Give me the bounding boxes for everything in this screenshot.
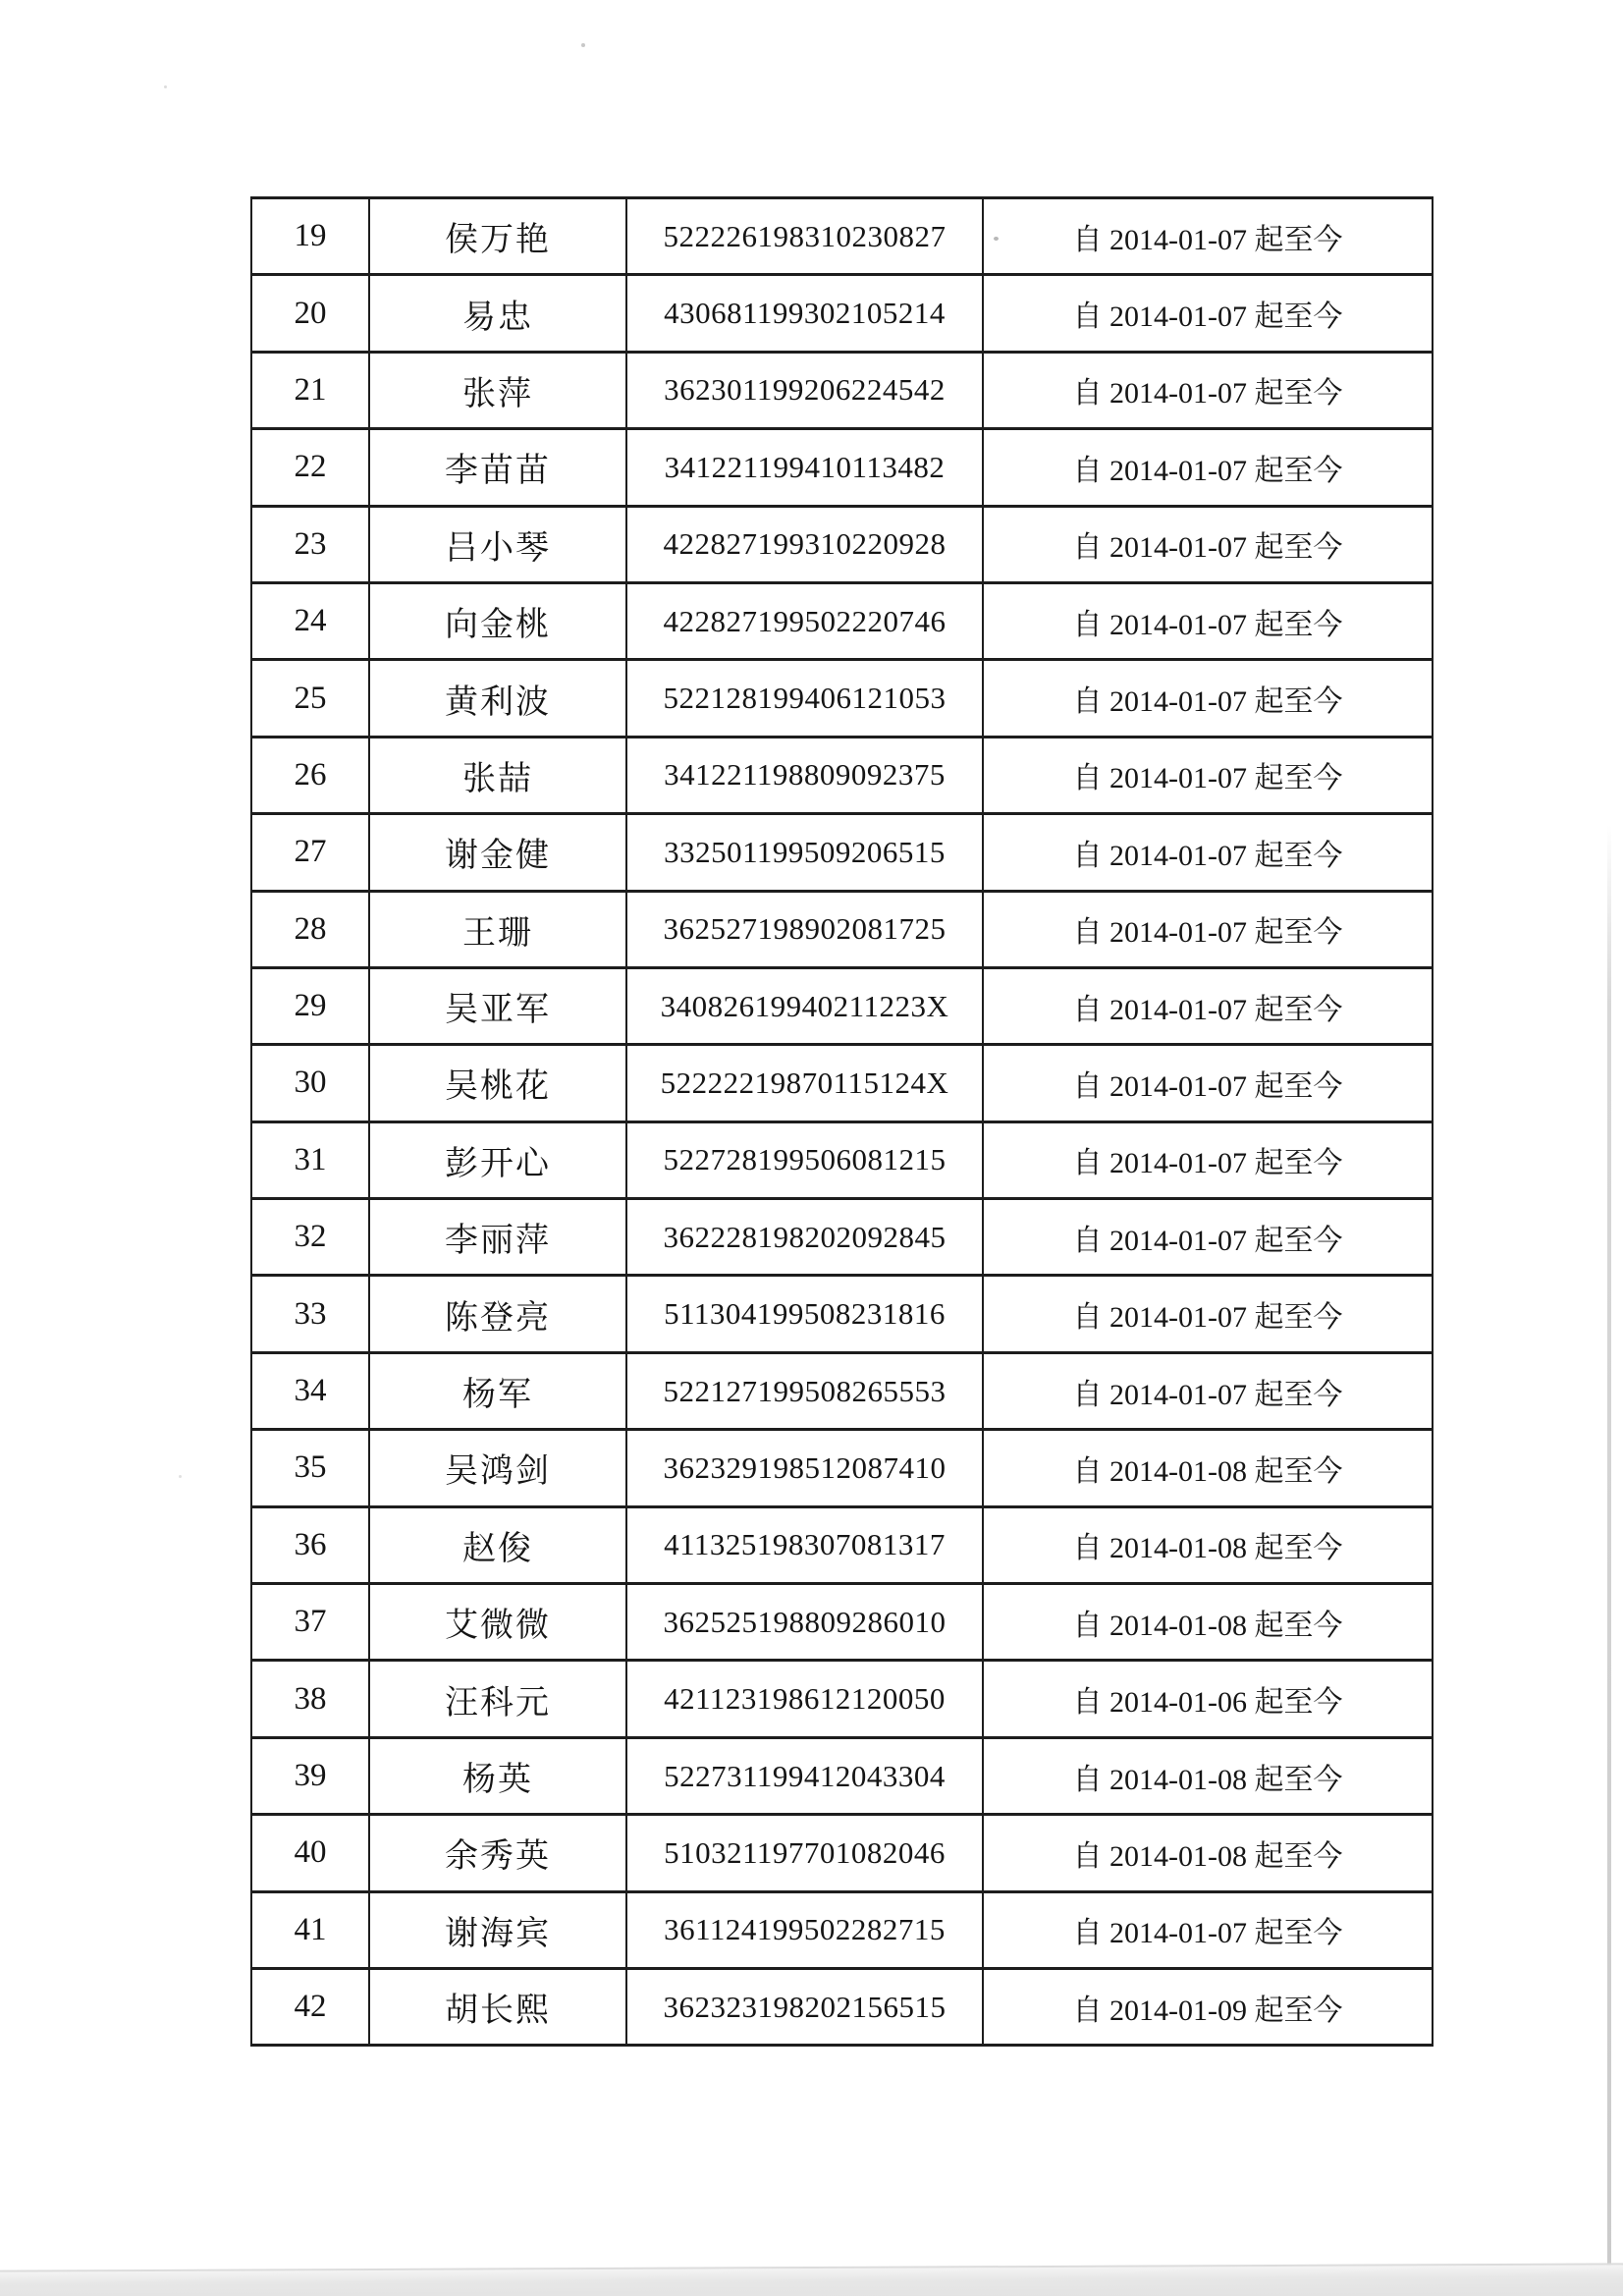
id-number-cell: 510321197701082046	[626, 1815, 983, 1891]
registration-period-cell: 自 2014-01-09 起至今	[983, 1968, 1433, 2045]
table-row	[251, 1430, 1433, 1506]
table-row	[251, 1352, 1433, 1429]
registration-period-cell: 自 2014-01-07 起至今	[983, 1891, 1433, 1968]
registration-period-cell: 自 2014-01-07 起至今	[983, 198, 1433, 275]
person-name-cell: 吴鸿剑	[369, 1430, 626, 1506]
table-row	[251, 582, 1433, 659]
registration-period-cell: 自 2014-01-07 起至今	[983, 1352, 1433, 1429]
id-number-cell: 430681199302105214	[626, 275, 983, 352]
row-number-cell: 22	[251, 429, 369, 506]
person-name-cell: 吴桃花	[369, 1045, 626, 1121]
id-number-cell: 332501199509206515	[626, 814, 983, 891]
registration-period-cell: 自 2014-01-07 起至今	[983, 737, 1433, 813]
table-row	[251, 429, 1433, 506]
registration-period-cell: 自 2014-01-07 起至今	[983, 429, 1433, 506]
scan-edge-shadow-bottom	[0, 2263, 1623, 2296]
registration-period-cell: 自 2014-01-07 起至今	[983, 352, 1433, 428]
person-name-cell: 吴亚军	[369, 967, 626, 1044]
id-number-cell: 421123198612120050	[626, 1661, 983, 1737]
registration-period-cell: 自 2014-01-08 起至今	[983, 1506, 1433, 1583]
table-row	[251, 275, 1433, 352]
scan-speck	[179, 1475, 182, 1478]
table-row	[251, 506, 1433, 582]
scan-edge-shadow-right	[1607, 825, 1611, 2278]
table-row	[251, 1045, 1433, 1121]
table-row	[251, 814, 1433, 891]
id-number-cell: 522128199406121053	[626, 660, 983, 737]
person-name-cell: 向金桃	[369, 582, 626, 659]
person-name-cell: 王珊	[369, 891, 626, 967]
id-number-cell: 411325198307081317	[626, 1506, 983, 1583]
person-name-cell: 赵俊	[369, 1506, 626, 1583]
person-name-cell: 余秀英	[369, 1815, 626, 1891]
row-number-cell: 25	[251, 660, 369, 737]
row-number-cell: 39	[251, 1737, 369, 1814]
table-row	[251, 1661, 1433, 1737]
registration-period-cell: 自 2014-01-07 起至今	[983, 506, 1433, 582]
row-number-cell: 36	[251, 1506, 369, 1583]
person-name-cell: 张喆	[369, 737, 626, 813]
table-row	[251, 198, 1433, 275]
row-number-cell: 28	[251, 891, 369, 967]
row-number-cell: 30	[251, 1045, 369, 1121]
id-number-cell: 341221198809092375	[626, 737, 983, 813]
registration-period-cell: 自 2014-01-07 起至今	[983, 967, 1433, 1044]
row-number-cell: 29	[251, 967, 369, 1044]
registration-period-cell: 自 2014-01-07 起至今	[983, 891, 1433, 967]
id-number-cell: 511304199508231816	[626, 1276, 983, 1352]
registration-period-cell: 自 2014-01-08 起至今	[983, 1737, 1433, 1814]
row-number-cell: 24	[251, 582, 369, 659]
registration-period-cell: 自 2014-01-07 起至今	[983, 275, 1433, 352]
table-row	[251, 891, 1433, 967]
personnel-register-table	[250, 196, 1434, 2047]
registration-period-cell: 自 2014-01-07 起至今	[983, 1199, 1433, 1276]
register-table-body	[251, 198, 1433, 2046]
id-number-cell: 362527198902081725	[626, 891, 983, 967]
row-number-cell: 32	[251, 1199, 369, 1276]
registration-period-cell: 自 2014-01-08 起至今	[983, 1815, 1433, 1891]
table-row	[251, 1968, 1433, 2045]
table-row	[251, 1584, 1433, 1661]
row-number-cell: 19	[251, 198, 369, 275]
registration-period-cell: 自 2014-01-08 起至今	[983, 1430, 1433, 1506]
id-number-cell: 362329198512087410	[626, 1430, 983, 1506]
registration-period-cell: 自 2014-01-07 起至今	[983, 1276, 1433, 1352]
id-number-cell: 422827199502220746	[626, 582, 983, 659]
row-number-cell: 27	[251, 814, 369, 891]
registration-period-cell: 自 2014-01-07 起至今	[983, 814, 1433, 891]
id-number-cell: 422827199310220928	[626, 506, 983, 582]
registration-period-cell: 自 2014-01-07 起至今	[983, 582, 1433, 659]
table-row	[251, 660, 1433, 737]
row-number-cell: 34	[251, 1352, 369, 1429]
registration-period-cell: 自 2014-01-07 起至今	[983, 1045, 1433, 1121]
person-name-cell: 艾微微	[369, 1584, 626, 1661]
person-name-cell: 谢海宾	[369, 1891, 626, 1968]
id-number-cell: 362525198809286010	[626, 1584, 983, 1661]
table-row	[251, 352, 1433, 428]
registration-period-cell: 自 2014-01-08 起至今	[983, 1584, 1433, 1661]
person-name-cell: 李苗苗	[369, 429, 626, 506]
person-name-cell: 易忠	[369, 275, 626, 352]
row-number-cell: 41	[251, 1891, 369, 1968]
person-name-cell: 李丽萍	[369, 1199, 626, 1276]
person-name-cell: 杨军	[369, 1352, 626, 1429]
person-name-cell: 谢金健	[369, 814, 626, 891]
row-number-cell: 35	[251, 1430, 369, 1506]
scan-speck	[581, 43, 585, 47]
id-number-cell: 522728199506081215	[626, 1121, 983, 1198]
row-number-cell: 42	[251, 1968, 369, 2045]
table-row	[251, 1737, 1433, 1814]
registration-period-cell: 自 2014-01-07 起至今	[983, 660, 1433, 737]
scan-speck	[164, 85, 167, 88]
person-name-cell: 彭开心	[369, 1121, 626, 1198]
id-number-cell: 52222219870115124X	[626, 1045, 983, 1121]
row-number-cell: 23	[251, 506, 369, 582]
registration-period-cell: 自 2014-01-06 起至今	[983, 1661, 1433, 1737]
id-number-cell: 362301199206224542	[626, 352, 983, 428]
id-number-cell: 34082619940211223X	[626, 967, 983, 1044]
id-number-cell: 362228198202092845	[626, 1199, 983, 1276]
id-number-cell: 341221199410113482	[626, 429, 983, 506]
row-number-cell: 20	[251, 275, 369, 352]
row-number-cell: 37	[251, 1584, 369, 1661]
table-row	[251, 1276, 1433, 1352]
person-name-cell: 侯万艳	[369, 198, 626, 275]
table-row	[251, 1121, 1433, 1198]
table-row	[251, 1815, 1433, 1891]
table-row	[251, 967, 1433, 1044]
person-name-cell: 杨英	[369, 1737, 626, 1814]
person-name-cell: 胡长熙	[369, 1968, 626, 2045]
id-number-cell: 522226198310230827	[626, 198, 983, 275]
table-row	[251, 737, 1433, 813]
row-number-cell: 40	[251, 1815, 369, 1891]
person-name-cell: 陈登亮	[369, 1276, 626, 1352]
table-row	[251, 1199, 1433, 1276]
id-number-cell: 361124199502282715	[626, 1891, 983, 1968]
person-name-cell: 张萍	[369, 352, 626, 428]
person-name-cell: 黄利波	[369, 660, 626, 737]
row-number-cell: 31	[251, 1121, 369, 1198]
registration-period-cell: 自 2014-01-07 起至今	[983, 1121, 1433, 1198]
table-row	[251, 1506, 1433, 1583]
id-number-cell: 362323198202156515	[626, 1968, 983, 2045]
id-number-cell: 522731199412043304	[626, 1737, 983, 1814]
row-number-cell: 38	[251, 1661, 369, 1737]
row-number-cell: 33	[251, 1276, 369, 1352]
person-name-cell: 汪科元	[369, 1661, 626, 1737]
row-number-cell: 26	[251, 737, 369, 813]
table-row	[251, 1891, 1433, 1968]
person-name-cell: 吕小琴	[369, 506, 626, 582]
id-number-cell: 522127199508265553	[626, 1352, 983, 1429]
row-number-cell: 21	[251, 352, 369, 428]
